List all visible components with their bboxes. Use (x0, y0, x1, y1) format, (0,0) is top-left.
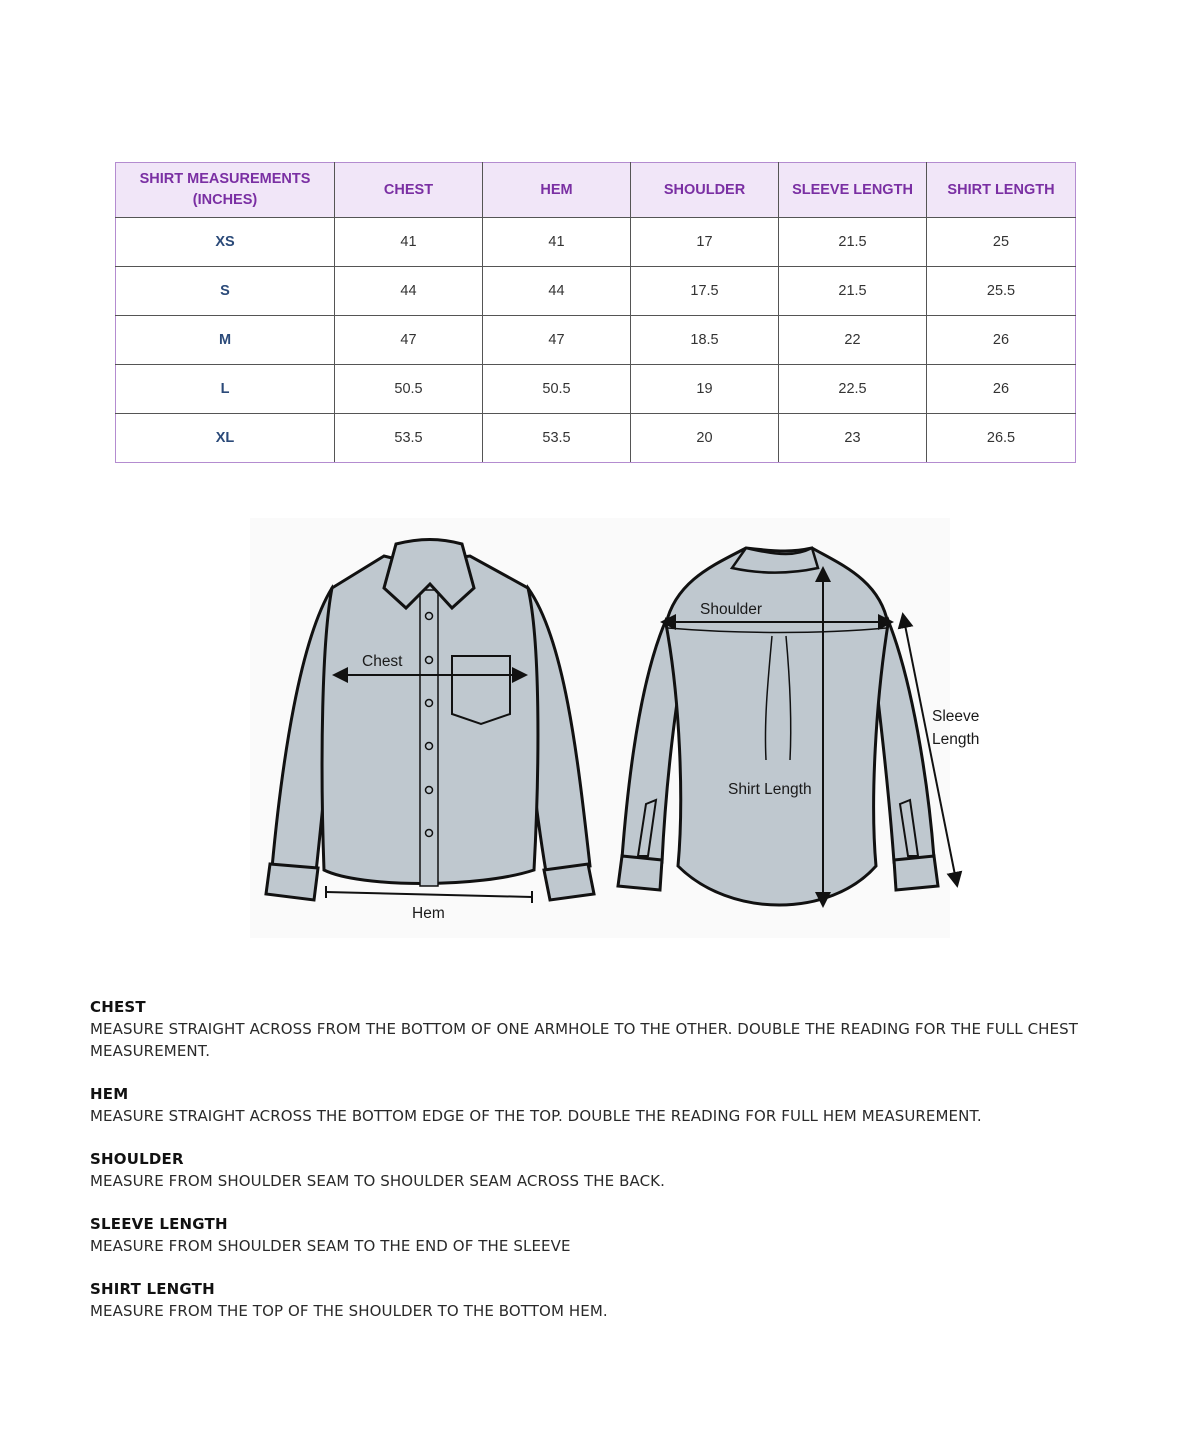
sleeve-length-cell: 21.5 (779, 218, 927, 267)
size-cell: S (116, 267, 335, 316)
shirt-length-cell: 25 (927, 218, 1076, 267)
sleeve-length-label-line2: Length (932, 731, 980, 748)
size-cell: XL (116, 414, 335, 463)
instruction-text: MEASURE STRAIGHT ACROSS THE BOTTOM EDGE OF THE TOP. DOUBLE THE READING FOR FULL HEM MEASUREMENT. (90, 1107, 982, 1125)
size-chart-table (115, 162, 1076, 463)
instruction-text: MEASURE FROM SHOULDER SEAM TO THE END OF THE SLEEVE (90, 1237, 571, 1255)
shirt-length-cell: 26.5 (927, 414, 1076, 463)
sleeve-length-cell: 23 (779, 414, 927, 463)
table-row (116, 316, 1076, 365)
sleeve-length-cell: 21.5 (779, 267, 927, 316)
chest-cell: 41 (335, 218, 483, 267)
shoulder-cell: 17 (631, 218, 779, 267)
shirt-length-cell: 26 (927, 316, 1076, 365)
shoulder-cell: 17.5 (631, 267, 779, 316)
header-cell-sleeve-length: SLEEVE LENGTH (779, 163, 927, 218)
instruction-title: SLEEVE LENGTH (90, 1215, 228, 1233)
chest-cell: 53.5 (335, 414, 483, 463)
instruction-text: MEASURE FROM THE TOP OF THE SHOULDER TO THE BOTTOM HEM. (90, 1302, 608, 1320)
instruction-hem (90, 1083, 1120, 1127)
size-cell: XS (116, 218, 335, 267)
sleeve-length-cell: 22.5 (779, 365, 927, 414)
header-cell-shoulder: SHOULDER (631, 163, 779, 218)
table-header-row (116, 163, 1076, 218)
chest-cell: 50.5 (335, 365, 483, 414)
chest-cell: 47 (335, 316, 483, 365)
header-cell-hem: HEM (483, 163, 631, 218)
instruction-chest (90, 996, 1120, 1062)
hem-cell: 44 (483, 267, 631, 316)
hem-label: Hem (412, 905, 445, 922)
shoulder-cell: 18.5 (631, 316, 779, 365)
sleeve-length-label-line1: Sleeve (932, 708, 980, 725)
header-cell-shirt-length: SHIRT LENGTH (927, 163, 1076, 218)
chest-cell: 44 (335, 267, 483, 316)
chest-label: Chest (362, 653, 403, 670)
header-cell-chest: CHEST (335, 163, 483, 218)
hem-cell: 41 (483, 218, 631, 267)
instruction-title: SHOULDER (90, 1150, 184, 1168)
instruction-shoulder (90, 1148, 1120, 1192)
instruction-text: MEASURE FROM SHOULDER SEAM TO SHOULDER SEAM ACROSS THE BACK. (90, 1172, 665, 1190)
instruction-title: CHEST (90, 998, 146, 1016)
shirt-length-label: Shirt Length (728, 781, 812, 798)
hem-cell: 53.5 (483, 414, 631, 463)
hem-cell: 50.5 (483, 365, 631, 414)
shirt-length-cell: 25.5 (927, 267, 1076, 316)
hem-cell: 47 (483, 316, 631, 365)
table-row (116, 267, 1076, 316)
instruction-shirt-length (90, 1278, 1120, 1322)
table-row (116, 218, 1076, 267)
instruction-text: MEASURE STRAIGHT ACROSS FROM THE BOTTOM OF ONE ARMHOLE TO THE OTHER. DOUBLE THE READING FOR THE FULL CHEST MEASUREMENT. (90, 1020, 1078, 1060)
shoulder-cell: 19 (631, 365, 779, 414)
size-cell: L (116, 365, 335, 414)
shirt-measurement-illustration (240, 470, 980, 980)
header-cell-size: SHIRT MEASUREMENTS (INCHES) (116, 163, 335, 218)
shoulder-label: Shoulder (700, 601, 763, 618)
shoulder-cell: 20 (631, 414, 779, 463)
table-row (116, 365, 1076, 414)
table-row (116, 414, 1076, 463)
sleeve-length-cell: 22 (779, 316, 927, 365)
instruction-title: HEM (90, 1085, 129, 1103)
measurement-instructions (90, 996, 1120, 1343)
instruction-sleeve-length (90, 1213, 1120, 1257)
instruction-title: SHIRT LENGTH (90, 1280, 215, 1298)
shirt-length-cell: 26 (927, 365, 1076, 414)
size-cell: M (116, 316, 335, 365)
